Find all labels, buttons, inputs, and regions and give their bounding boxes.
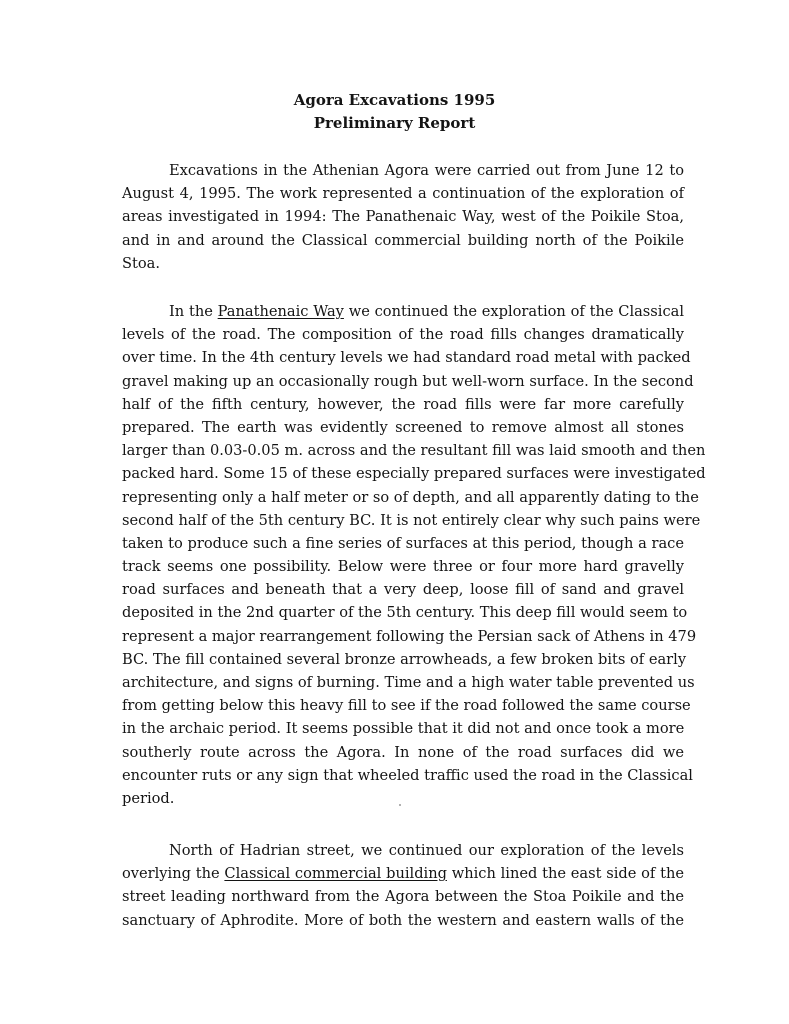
text-line: representing only a half meter or so of depth, and all apparently dating to the <box>122 488 699 506</box>
title-line-2: Preliminary Report <box>313 114 476 132</box>
text-line: areas investigated in 1994: The Panathenaic Way, west of the Poikile Stoa, <box>122 208 684 226</box>
scan-speck <box>399 804 401 806</box>
text-line: half of the fifth century, however, the road fills were far more carefully <box>122 395 684 413</box>
text-line: period. <box>122 789 175 807</box>
title-line-1: Agora Excavations 1995 <box>293 91 496 109</box>
text-line: from getting below this heavy fill to see if the road followed the same course <box>122 697 691 715</box>
text-line: Excavations in the Athenian Agora were carried out from June 12 to <box>169 162 684 179</box>
text-line: deposited in the 2nd quarter of the 5th century. This deep fill would seem to <box>122 604 688 622</box>
text-line: August 4, 1995. The work represented a continuation of the exploration of <box>122 185 684 203</box>
paragraph-panathenaic-way <box>122 300 706 810</box>
report-title <box>0 89 789 135</box>
text-line: taken to produce such a fine series of surfaces at this period, though a race <box>122 534 684 552</box>
text-line: road surfaces and beneath that a very deep, loose fill of sand and gravel <box>122 581 684 599</box>
text-line: street leading northward from the Agora between the Stoa Poikile and the <box>122 888 684 906</box>
text-line: In the Panathenaic Way we continued the exploration of the Classical <box>169 303 684 320</box>
text-line: encounter ruts or any sign that wheeled traffic used the road in the Classical <box>122 766 693 784</box>
paragraph-commercial-building <box>122 839 684 932</box>
text-line: overlying the Classical commercial building which lined the east side of the <box>122 865 684 883</box>
text-line: gravel making up an occasionally rough but well-worn surface. In the second <box>122 372 694 390</box>
text-line: architecture, and signs of burning. Time and a high water table prevented us <box>122 674 695 691</box>
text-line: larger than 0.03-0.05 m. across and the resultant fill was laid smooth and then <box>122 442 706 460</box>
commercial-building-underline: Classical commercial building <box>224 865 447 883</box>
text-line: represent a major rearrangement following the Persian sack of Athens in 479 <box>122 627 697 645</box>
text-line: over time. In the 4th century levels we had standard road metal with packed <box>122 349 691 367</box>
paragraph-intro <box>122 159 684 275</box>
text-line: sanctuary of Aphrodite. More of both the western and eastern walls of the <box>122 911 684 929</box>
text-line: and in and around the Classical commercial building north of the Poikile <box>122 231 684 249</box>
text-line: BC. The fill contained several bronze arrowheads, a few broken bits of early <box>122 650 687 668</box>
text-line: Stoa. <box>122 254 160 272</box>
text-line: in the archaic period. It seems possible that it did not and once took a more <box>122 720 685 738</box>
text-line: track seems one possibility. Below were three or four more hard gravelly <box>122 558 684 576</box>
text-line: southerly route across the Agora. In none of the road surfaces did we <box>122 743 684 761</box>
text-line: packed hard. Some 15 of these especially prepared surfaces were investigated <box>122 465 706 483</box>
text-line: North of Hadrian street, we continued our exploration of the levels <box>169 842 684 859</box>
panathenaic-way-underline: Panathenaic Way <box>217 303 344 320</box>
text-line: second half of the 5th century BC. It is not entirely clear why such pains were <box>122 511 701 529</box>
text-line: levels of the road. The composition of the road fills changes dramatically <box>122 326 684 344</box>
text-line: prepared. The earth was evidently screened to remove almost all stones <box>122 418 684 436</box>
